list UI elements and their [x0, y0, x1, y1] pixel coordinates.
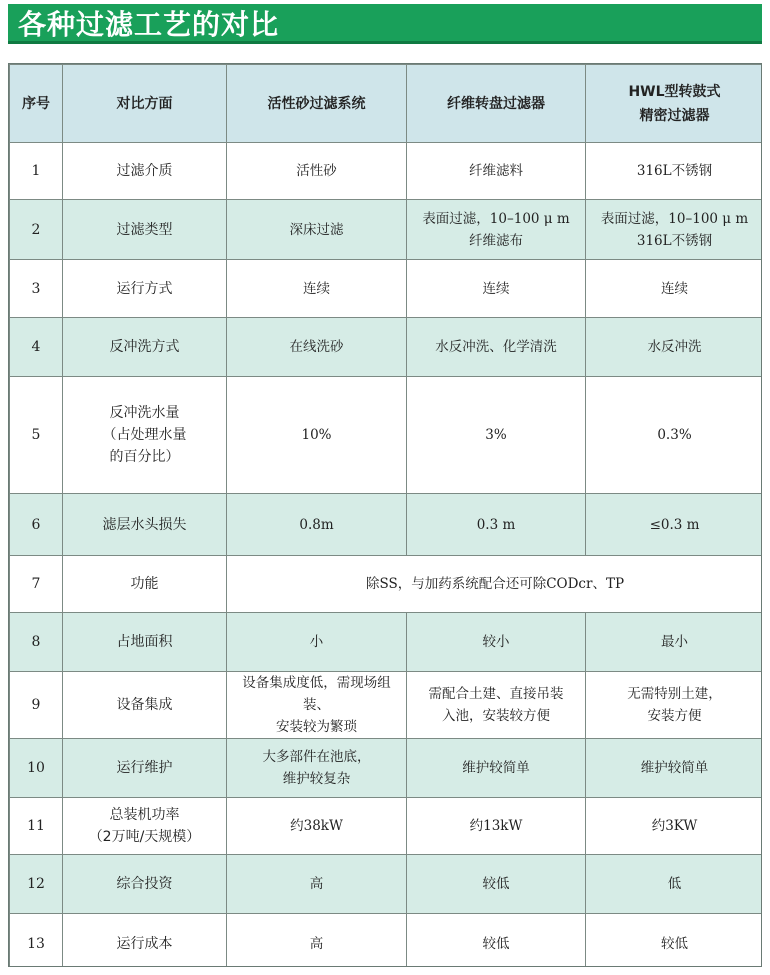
cell-text: 高	[309, 935, 324, 952]
cell-text: 水反冲洗	[647, 339, 702, 355]
drum-filter-cell	[586, 613, 763, 672]
cell-text: 深床过滤	[289, 221, 344, 238]
active-sand-cell	[227, 914, 407, 968]
cell-text: 运行维护	[116, 760, 173, 776]
cell-text: 较低	[482, 876, 510, 892]
fiber-disc-cell	[407, 855, 586, 914]
cell-text: 功能	[130, 576, 159, 592]
cell-text: 0.3%	[657, 427, 692, 443]
fiber-disc-cell	[407, 672, 586, 739]
cell-text: 过滤类型	[116, 221, 173, 238]
cell-text: 维护较复杂	[282, 771, 351, 787]
row-number-cell: 7	[10, 556, 63, 613]
drum-filter-cell	[586, 318, 763, 377]
header-text: 对比方面	[116, 95, 173, 112]
aspect-cell	[63, 143, 227, 200]
title-bar	[8, 4, 762, 44]
cell-text: 的百分比）	[109, 449, 180, 465]
cell-text: 除SS，与加药系统配合还可除CODcr、TP	[365, 576, 625, 592]
cell-text: 0.8m	[299, 516, 334, 533]
row-number-cell: 1	[10, 143, 63, 200]
row-number-cell: 11	[10, 798, 63, 855]
cell-text: 运行成本	[116, 935, 173, 952]
table-row	[10, 672, 763, 739]
drum-filter-cell	[586, 143, 763, 200]
active-sand-cell	[227, 672, 407, 739]
row-number-cell: 12	[10, 855, 63, 914]
cell-text: 在线洗砂	[289, 339, 344, 355]
fiber-disc-cell	[407, 318, 586, 377]
table-body	[10, 143, 763, 968]
cell-text: 连续	[303, 280, 330, 297]
cell-text: 316L不锈钢	[636, 232, 713, 249]
active-sand-cell	[227, 377, 407, 494]
aspect-cell	[63, 318, 227, 377]
row-number-cell: 13	[10, 914, 63, 968]
active-sand-cell	[227, 798, 407, 855]
cell-text: 安装较为繁琐	[276, 719, 357, 735]
drum-filter-cell	[586, 377, 763, 494]
row-number-cell: 3	[10, 260, 63, 318]
fiber-disc-cell	[407, 143, 586, 200]
cell-text: 表面过滤，10–100 μ m	[600, 210, 749, 227]
cell-text: 运行方式	[116, 280, 173, 297]
table-row	[10, 798, 763, 855]
aspect-cell	[63, 556, 227, 613]
cell-text: 高	[309, 876, 324, 892]
header-text: 序号	[22, 95, 50, 112]
drum-filter-cell	[586, 739, 763, 798]
fiber-disc-cell	[407, 914, 586, 968]
cell-text: 纤维滤布	[469, 232, 523, 249]
cell-text: 316L不锈钢	[636, 163, 713, 179]
drum-filter-cell	[586, 914, 763, 968]
merged-value-cell	[227, 556, 763, 613]
table-row	[10, 200, 763, 260]
row-number-cell: 9	[10, 672, 63, 739]
cell-text: 较小	[482, 634, 510, 650]
active-sand-cell	[227, 200, 407, 260]
aspect-cell	[63, 914, 227, 968]
cell-text: 安装方便	[647, 708, 702, 724]
table-row	[10, 318, 763, 377]
table-row	[10, 494, 763, 556]
cell-text: 连续	[661, 280, 688, 297]
row-number-cell: 5	[10, 377, 63, 494]
active-sand-cell	[227, 739, 407, 798]
drum-filter-cell	[586, 798, 763, 855]
cell-text: 水反冲洗、化学清洗	[435, 339, 557, 355]
cell-text: 连续	[482, 280, 510, 297]
cell-text: 无需特别土建，	[627, 686, 722, 702]
header-text: 纤维转盘过滤器	[447, 95, 545, 112]
cell-text: 维护较简单	[640, 760, 709, 776]
comparison-table-frame	[8, 63, 762, 967]
cell-text: 过滤介质	[116, 163, 173, 179]
fiber-disc-cell	[407, 260, 586, 318]
table-row	[10, 556, 763, 613]
cell-text: 表面过滤，10–100 μ m	[422, 210, 570, 227]
aspect-cell	[63, 855, 227, 914]
row-number-cell: 10	[10, 739, 63, 798]
drum-filter-cell	[586, 200, 763, 260]
cell-text: 最小	[661, 634, 688, 650]
cell-text: 设备集成	[116, 697, 173, 713]
fiber-disc-cell	[407, 613, 586, 672]
cell-text: 约38kW	[290, 818, 343, 834]
cell-text: 较低	[482, 935, 510, 952]
active-sand-cell	[227, 318, 407, 377]
cell-text: 0.3 m	[476, 516, 516, 533]
aspect-cell	[63, 494, 227, 556]
table-row	[10, 914, 763, 968]
table-row	[10, 143, 763, 200]
fiber-disc-cell	[407, 377, 586, 494]
aspect-cell	[63, 672, 227, 739]
cell-text: （2万吨/天规模）	[88, 829, 201, 845]
row-number-cell: 6	[10, 494, 63, 556]
row-number-cell: 4	[10, 318, 63, 377]
table-row	[10, 377, 763, 494]
cell-text: 大多部件在池底，	[262, 749, 371, 765]
fiber-disc-cell	[407, 494, 586, 556]
cell-text: ≤0.3 m	[649, 516, 700, 533]
cell-text: 反冲洗方式	[109, 339, 180, 355]
cell-text: 较低	[661, 935, 688, 952]
cell-text: 占地面积	[116, 634, 173, 650]
cell-text: （占处理水量	[102, 427, 187, 443]
cell-text: 约13kW	[469, 818, 523, 834]
fiber-disc-cell	[407, 200, 586, 260]
active-sand-cell	[227, 143, 407, 200]
cell-text: 10%	[301, 427, 332, 443]
drum-filter-cell	[586, 260, 763, 318]
cell-text: 反冲洗水量	[109, 405, 180, 421]
aspect-cell	[63, 260, 227, 318]
page-title: 各种过滤工艺的对比	[18, 7, 280, 41]
row-number-cell: 2	[10, 200, 63, 260]
cell-text: 活性砂	[296, 163, 337, 179]
header-drum-filter	[586, 65, 763, 143]
fiber-disc-cell	[407, 739, 586, 798]
aspect-cell	[63, 377, 227, 494]
header-row	[10, 65, 763, 143]
cell-text: 需配合土建、直接吊装	[428, 686, 564, 702]
header-text: 精密过滤器	[639, 107, 710, 124]
drum-filter-cell	[586, 494, 763, 556]
aspect-cell	[63, 613, 227, 672]
cell-text: 总装机功率	[109, 807, 180, 823]
table-row	[10, 260, 763, 318]
aspect-cell	[63, 798, 227, 855]
table-row	[10, 855, 763, 914]
table-row	[10, 739, 763, 798]
cell-text: 小	[309, 634, 324, 650]
header-text: HWL型转鼓式	[628, 83, 721, 100]
table-row	[10, 613, 763, 672]
cell-text: 低	[667, 876, 682, 892]
cell-text: 综合投资	[116, 876, 173, 892]
cell-text: 维护较简单	[462, 760, 530, 776]
comparison-table	[9, 64, 762, 967]
cell-text: 设备集成度低，需现场组装、	[242, 675, 391, 713]
active-sand-cell	[227, 855, 407, 914]
aspect-cell	[63, 200, 227, 260]
cell-text: 3%	[485, 427, 507, 443]
active-sand-cell	[227, 494, 407, 556]
aspect-cell	[63, 739, 227, 798]
cell-text: 纤维滤料	[469, 163, 523, 179]
fiber-disc-cell	[407, 798, 586, 855]
cell-text: 约3KW	[651, 818, 698, 834]
cell-text: 滤层水头损失	[102, 516, 187, 533]
active-sand-cell	[227, 260, 407, 318]
drum-filter-cell	[586, 672, 763, 739]
header-index	[10, 65, 63, 143]
row-number-cell: 8	[10, 613, 63, 672]
drum-filter-cell	[586, 855, 763, 914]
header-aspect	[63, 65, 227, 143]
active-sand-cell	[227, 613, 407, 672]
cell-text: 入池，安装较方便	[442, 708, 550, 724]
header-text: 活性砂过滤系统	[267, 95, 366, 112]
header-active-sand	[227, 65, 407, 143]
header-fiber-disc	[407, 65, 586, 143]
